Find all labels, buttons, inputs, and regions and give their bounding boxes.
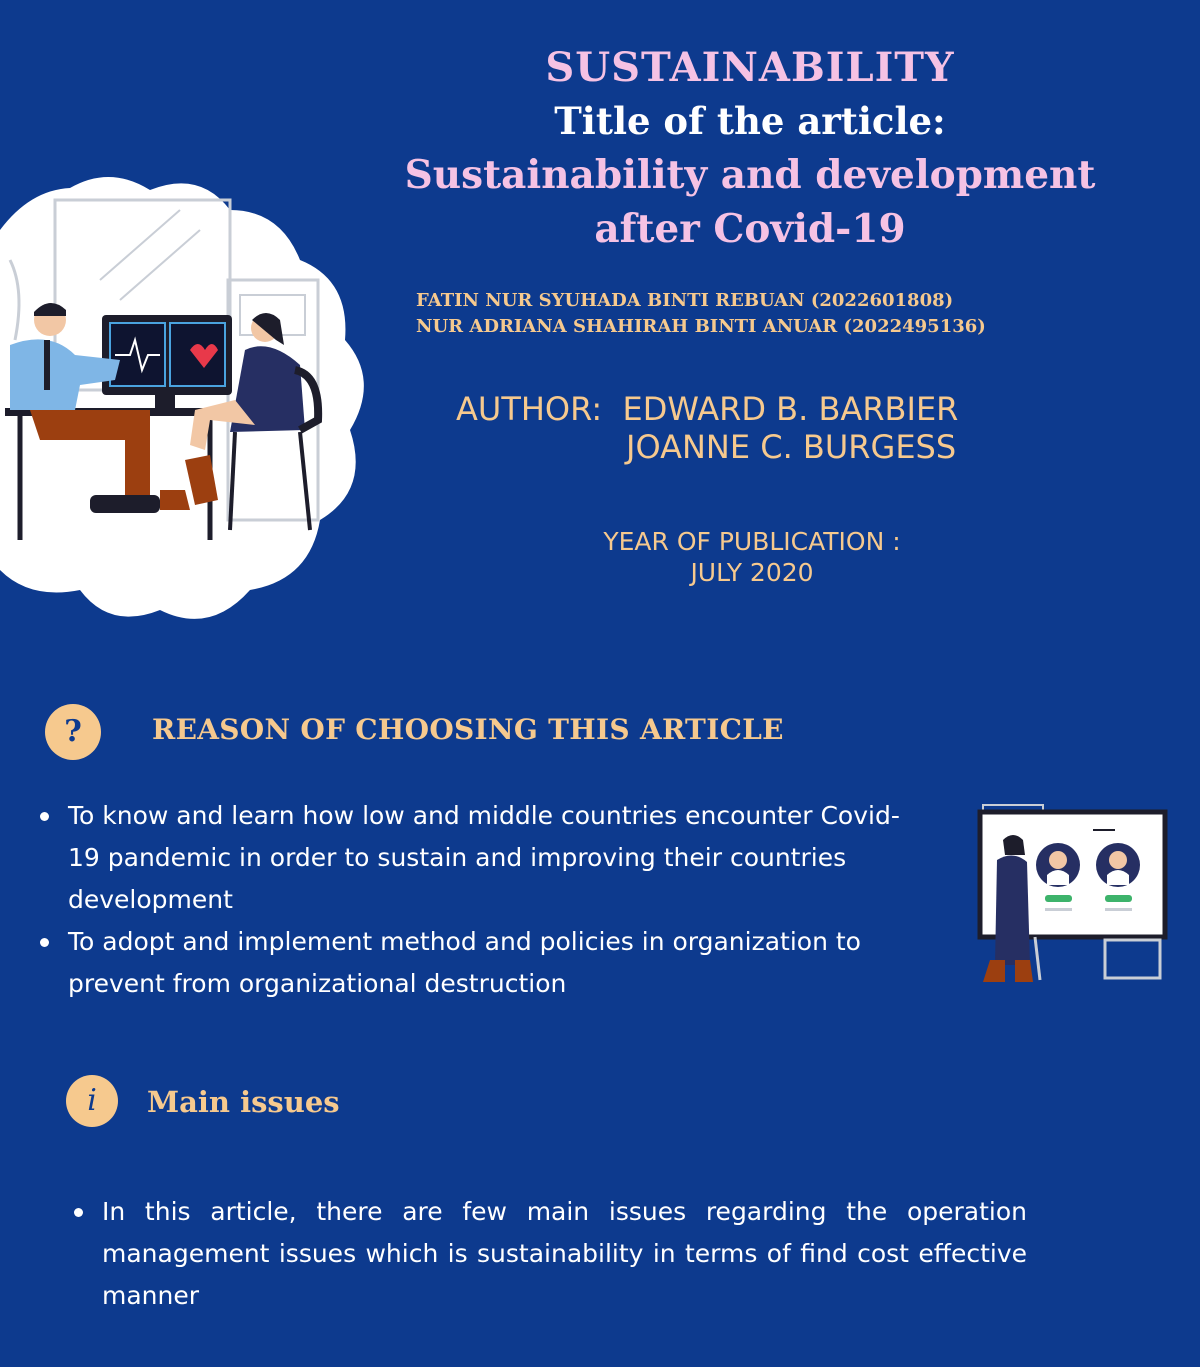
student-name: FATIN NUR SYUHADA BINTI REBUAN (2022601808)	[416, 290, 954, 311]
author-name: EDWARD B. BARBIER	[622, 390, 959, 428]
author-label: AUTHOR:	[456, 390, 603, 428]
publication-block	[552, 526, 952, 588]
publication-label: YEAR OF PUBLICATION :	[603, 527, 901, 556]
author-name: JOANNE C. BURGESS	[626, 428, 957, 466]
list-item: In this article, there are few main issues regarding the operation management issues which is sustainability in terms of find cost effective manner	[72, 1191, 1027, 1317]
issues-heading: Main issues	[147, 1085, 340, 1119]
issues-list	[72, 1191, 1027, 1317]
title-block	[300, 42, 1200, 256]
article-title-line-2: after Covid-19	[594, 206, 906, 252]
author-block	[456, 390, 958, 466]
kicker-title: SUSTAINABILITY	[545, 44, 955, 91]
list-item: To know and learn how low and middle countries encounter Covid- 19 pandemic in order to sustain and improving their countries development	[38, 795, 938, 921]
question-icon: ?	[45, 704, 101, 760]
list-item: To adopt and implement method and policies in organization to prevent from organizational destruction	[38, 921, 938, 1005]
reason-heading: REASON OF CHOOSING THIS ARTICLE	[152, 713, 784, 746]
telemedicine-illustration	[975, 800, 1175, 990]
article-title-line-1: Sustainability and development	[404, 152, 1096, 198]
publication-date: JULY 2020	[690, 558, 814, 587]
reason-list	[38, 795, 938, 1005]
student-name: NUR ADRIANA SHAHIRAH BINTI ANUAR (2022495136)	[416, 316, 986, 337]
author-row-1	[456, 390, 958, 428]
article-label: Title of the article:	[554, 99, 946, 143]
student-list	[416, 288, 986, 340]
info-icon: i	[66, 1075, 118, 1127]
